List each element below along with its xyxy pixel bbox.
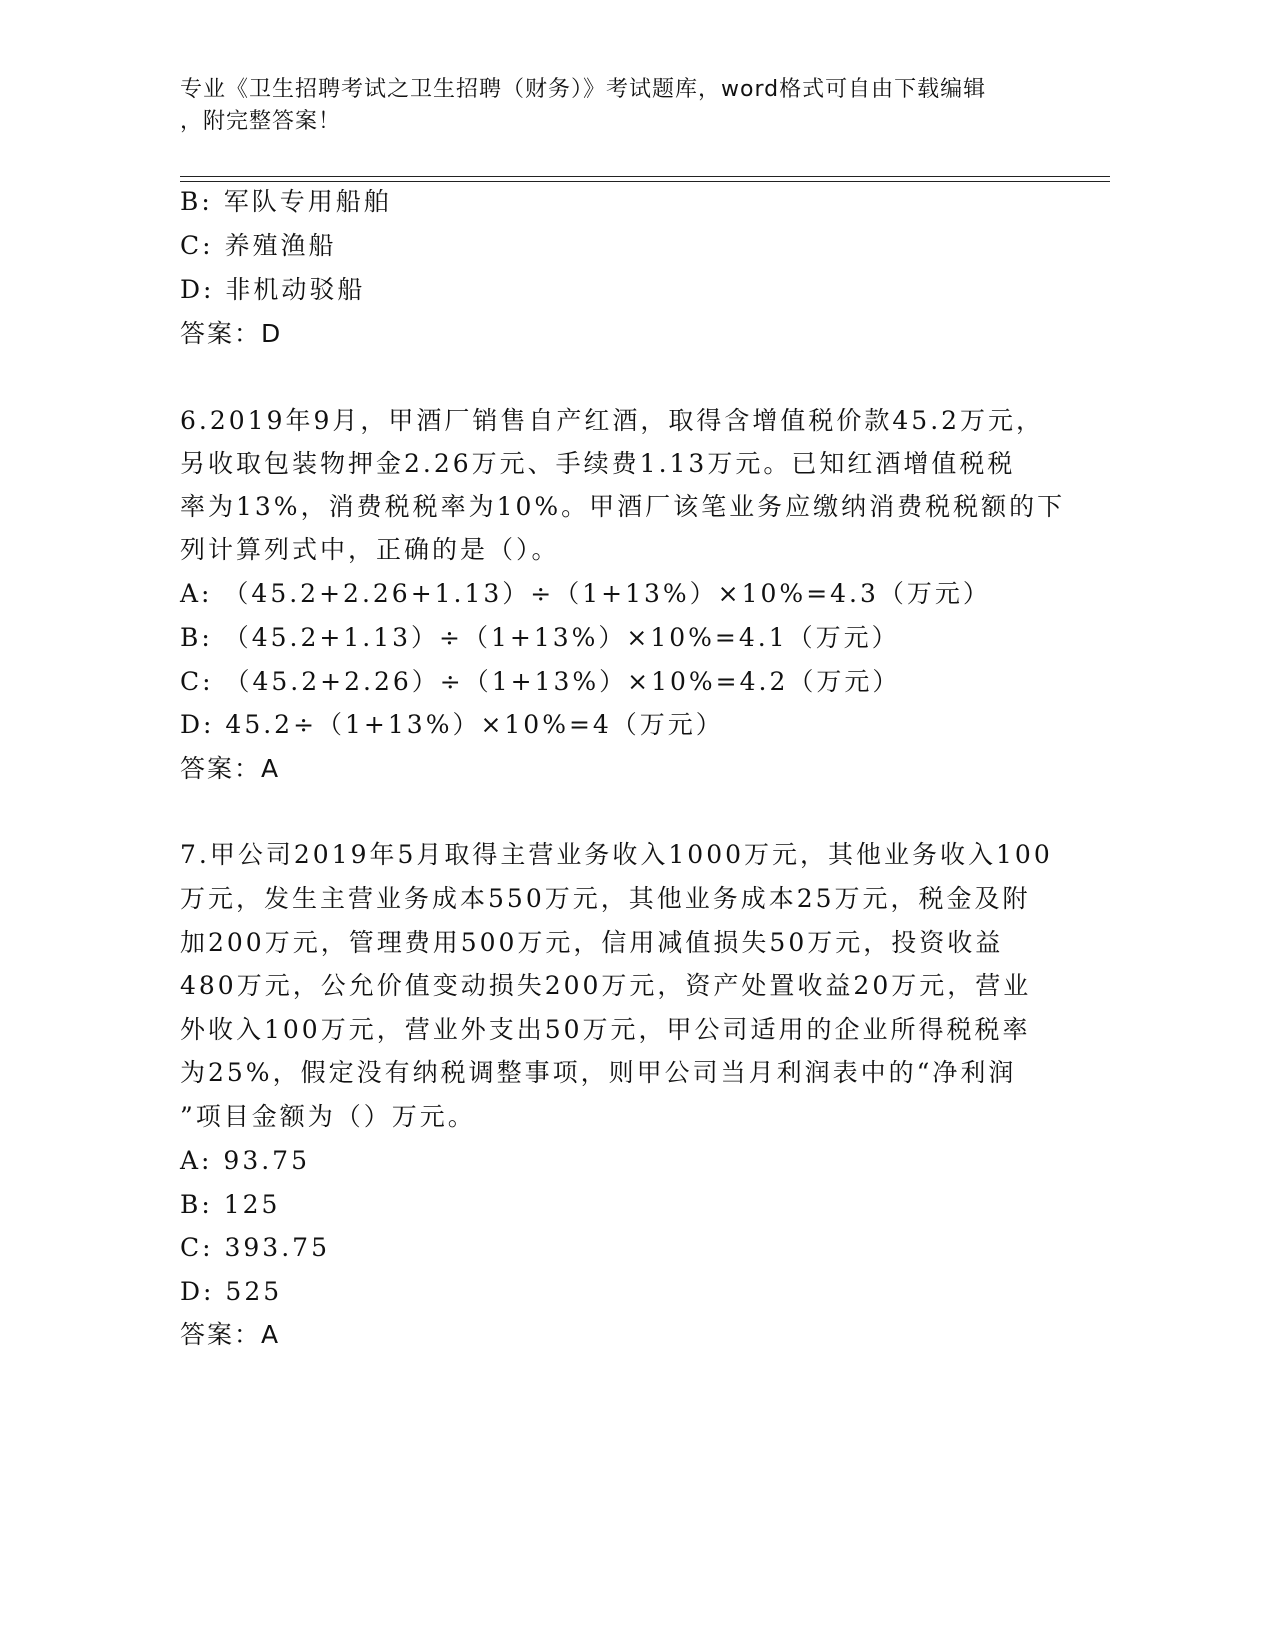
q7-option-c: C: 393.75 <box>180 1233 330 1262</box>
q7-stem-line-6: 为25%，假定没有纳税调整事项，则甲公司当月利润表中的“净利润 <box>180 1058 1017 1087</box>
q7-stem-line-3: 加200万元，管理费用500万元，信用减值损失50万元，投资收益 <box>180 928 1004 957</box>
q7-stem-line-5: 外收入100万元，营业外支出50万元，甲公司适用的企业所得税税率 <box>180 1015 1031 1044</box>
q7-stem-line-2: 万元，发生主营业务成本550万元，其他业务成本25万元，税金及附 <box>180 884 1031 913</box>
header-divider-top <box>180 176 1110 177</box>
q6-option-b: B: （45.2+1.13）÷（1+13%）×10%=4.1（万元） <box>180 623 900 652</box>
q7-answer: 答案：A <box>180 1320 281 1349</box>
q7-stem-line-1: 7.甲公司2019年5月取得主营业务收入1000万元，其他业务收入100 <box>180 840 1053 869</box>
q7-option-a: A: 93.75 <box>180 1146 310 1175</box>
q6-option-c: C: （45.2+2.26）÷（1+13%）×10%=4.2（万元） <box>180 667 901 696</box>
q5-option-b: B: 军队专用船舶 <box>180 187 392 216</box>
header-line-1: 专业《卫生招聘考试之卫生招聘（财务）》考试题库，word格式可自由下载编辑 <box>180 77 987 102</box>
document-header <box>180 74 1060 138</box>
q6-option-d: D: 45.2÷（1+13%）×10%=4（万元） <box>180 710 724 739</box>
q6-stem-line-2: 另收取包装物押金2.26万元、手续费1.13万元。已知红酒增值税税 <box>180 449 1016 478</box>
q6-stem-line-3: 率为13%，消费税税率为10%。甲酒厂该笔业务应缴纳消费税税额的下 <box>180 492 1066 521</box>
q7-option-b: B: 125 <box>180 1190 281 1219</box>
header-divider-bottom <box>180 181 1110 182</box>
q5-answer: 答案：D <box>180 319 283 348</box>
q7-option-d: D: 525 <box>180 1277 283 1306</box>
q7-stem-line-7: ”项目金额为（）万元。 <box>180 1102 476 1131</box>
q5-option-d: D: 非机动驳船 <box>180 275 366 304</box>
q6-option-a: A: （45.2+2.26+1.13）÷（1+13%）×10%=4.3（万元） <box>180 579 991 608</box>
q7-stem-line-4: 480万元，公允价值变动损失200万元，资产处置收益20万元，营业 <box>180 971 1032 1000</box>
q6-stem-line-4: 列计算列式中，正确的是（）。 <box>180 535 560 564</box>
q6-answer: 答案：A <box>180 754 281 783</box>
header-line-2: ，附完整答案！ <box>180 109 342 134</box>
q6-stem-line-1: 6.2019年9月，甲酒厂销售自产红酒，取得含增值税价款45.2万元， <box>180 406 1045 435</box>
q5-option-c: C: 养殖渔船 <box>180 231 337 260</box>
